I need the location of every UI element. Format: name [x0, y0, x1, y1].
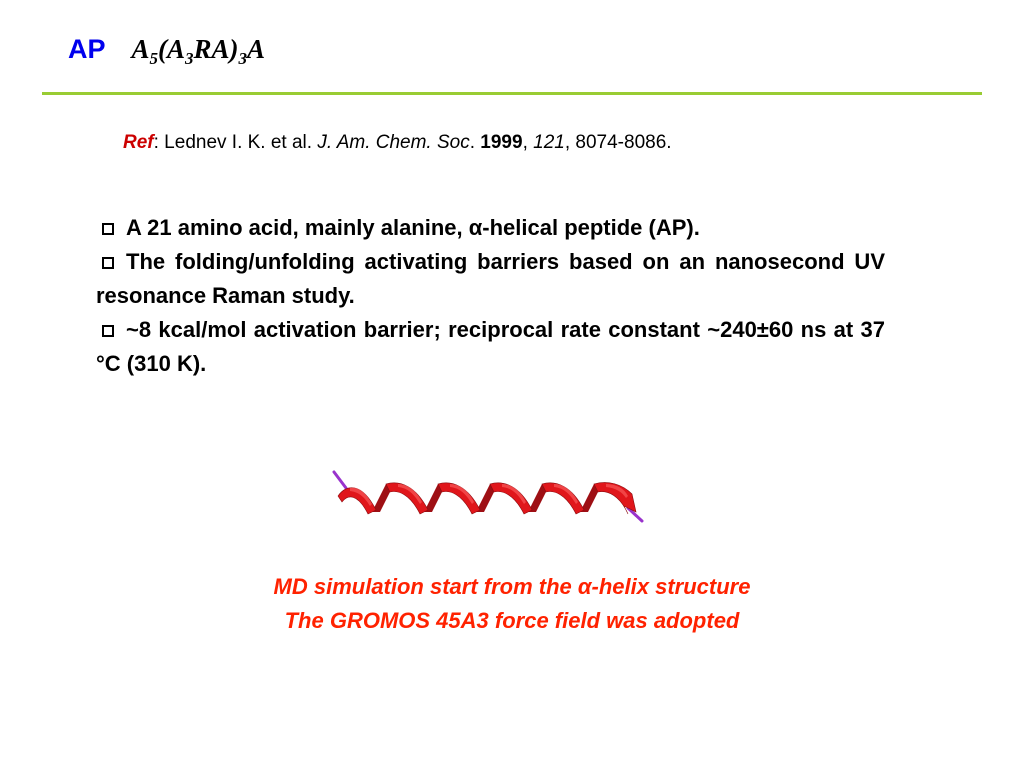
- alpha-helix-ribbon-image: [332, 466, 648, 526]
- formula-subscript: 3: [238, 49, 248, 68]
- title-formula: [132, 34, 266, 69]
- bullet-item: [96, 211, 885, 245]
- reference-label: Ref: [123, 132, 154, 153]
- bullet-item: [96, 245, 885, 313]
- formula-subscript: 3: [185, 49, 194, 68]
- figure-caption: [130, 570, 894, 638]
- checkbox-bullet-icon: [102, 257, 114, 269]
- slide-title: [68, 34, 265, 74]
- reference-volume: 121: [533, 132, 565, 153]
- reference-comma: ,: [522, 132, 534, 153]
- reference-year: 1999: [480, 132, 523, 153]
- caption-line-1: MD simulation start from the α-helix structure: [273, 574, 751, 599]
- title-label: AP: [68, 34, 106, 64]
- caption-line-2: The GROMOS 45A3 force field was adopted: [284, 608, 740, 633]
- checkbox-bullet-icon: [102, 325, 114, 337]
- reference-authors: : Lednev I. K. et al.: [153, 132, 318, 153]
- bullet-text: ~8 kcal/mol activation barrier; reciprocal rate constant ~240±60 ns at 37 °C (310 K).: [96, 317, 885, 376]
- formula-subscript: 5: [149, 49, 159, 68]
- reference-pages: , 8074-8086.: [564, 132, 672, 153]
- bullet-text: The folding/unfolding activating barriers based on an nanosecond UV resonance Raman study.: [96, 249, 885, 308]
- bullet-item: [96, 313, 885, 381]
- checkbox-bullet-icon: [102, 223, 114, 235]
- bullet-list: [96, 211, 885, 381]
- bullet-text: A 21 amino acid, mainly alanine, α-helical peptide (AP).: [126, 215, 700, 240]
- n-terminus-stick: [334, 472, 346, 488]
- formula-part: A: [131, 34, 150, 64]
- formula-part: RA): [193, 34, 239, 64]
- title-divider: [42, 92, 982, 95]
- reference-journal: J. Am. Chem. Soc: [317, 132, 470, 153]
- formula-part: (A: [158, 34, 186, 64]
- formula-part: A: [247, 34, 266, 64]
- reference-dot: .: [469, 132, 481, 153]
- reference-line: [123, 132, 672, 154]
